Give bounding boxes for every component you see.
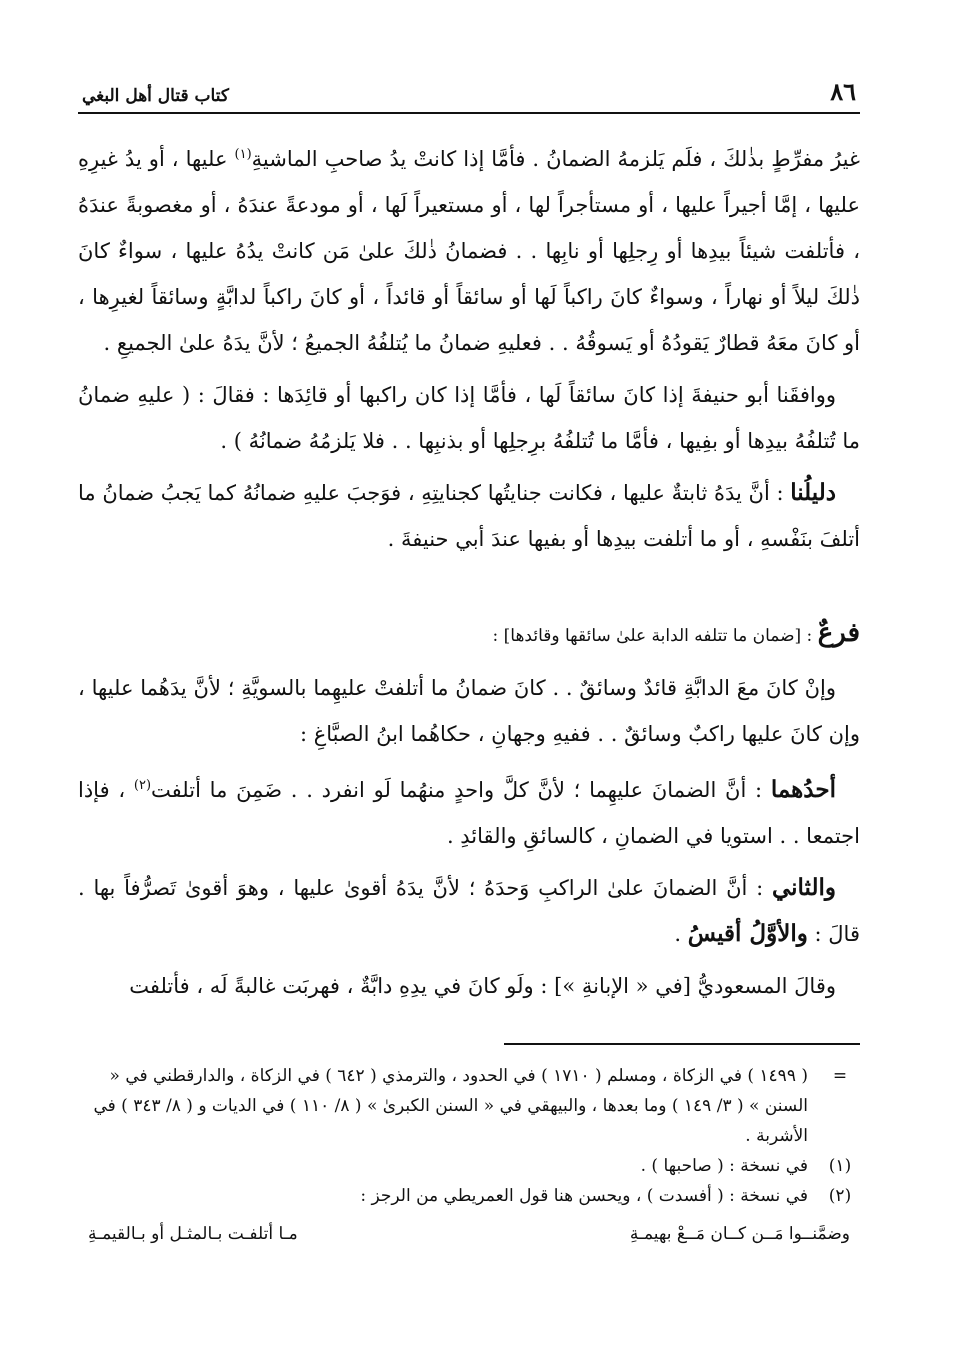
paragraph-3 bbox=[78, 470, 860, 562]
paragraph-1-text: غيرُ مفرِّطٍ بذٰلكَ ، فلَم يَلزمهُ الضمانُ . فأمَّا إذا كانتْ يدُ صاحبِ الماشيةِ bbox=[251, 147, 861, 171]
footnote-1-mark: (١) bbox=[828, 1156, 852, 1176]
branch-label: فرعٌ bbox=[817, 618, 860, 648]
footnote-separator bbox=[504, 1043, 860, 1045]
paragraph-7-bold: والأوَّلُ أقيسُ bbox=[687, 920, 808, 947]
page-number: ٨٦ bbox=[830, 77, 856, 106]
branch-title: : [ضمان ما تتلفه الدابة علىٰ سائقها وقائدها] : bbox=[492, 626, 818, 646]
footnote-continuation bbox=[78, 1061, 860, 1151]
footnote-2-text: في نسخة : ( أفسدت ) ، ويحسن هنا قول العمريطي من الرجز : bbox=[360, 1186, 808, 1206]
footnote-1 bbox=[78, 1151, 860, 1181]
paragraph-8: وقالَ المسعوديُّ [في « الإبانةِ »] : ولَو كانَ في يدِهِ دابَّةٌ ، فهربَت غالبةً لَه ، فأتلفت bbox=[129, 974, 836, 998]
paragraph-7-lead: والثاني bbox=[771, 874, 836, 901]
paragraph-3-lead: دليلُنا bbox=[790, 479, 836, 506]
paragraph-2: ووافقَنا أبو حنيفةَ إذا كانَ سائقاً لَها ، فأمَّا إذا كان راكبها أو قائِدَها : فقالَ : ( عليهِ ضمانُ ما تُتلفُهُ بيدِها أو بفِيها ، فأمَّا ما تُتلفُهُ برِجلِها أو بذنبِها . . فلا يَلزمُهُ ضمانُهُ ) . bbox=[78, 383, 860, 453]
paragraph-6-rest: ، فإذا اجتمعا . . استويا في الضمانِ ، كالسائقِ والقائدِ . bbox=[78, 778, 860, 848]
paragraph-3-text: : أنَّ يدَهُ ثابتةٌ عليها ، فكانت جنايتُها كجنايتِهِ ، فوَجبَ عليهِ ضمانُهُ كما يَجبُ ضمانُ ما أتلفَ بنَفْسهِ ، أو ما أتلفت بيدِها أو بفيها عندَ أبي حنيفةَ . bbox=[78, 481, 860, 551]
verse-first-half: وضمَّنــوا مَــن كــان مَــعْ بهيمـةِ bbox=[629, 1224, 850, 1244]
continuation-mark: = bbox=[832, 1066, 848, 1086]
footnotes bbox=[78, 1061, 860, 1251]
footnote-1-text: في نسخة : ( صاحبها ) . bbox=[640, 1156, 808, 1176]
footnote-2-mark: (٢) bbox=[828, 1186, 852, 1206]
page-header bbox=[78, 78, 860, 114]
page bbox=[78, 78, 860, 1251]
main-text bbox=[78, 132, 860, 1009]
running-title: كتاب قتال أهل البغي bbox=[82, 86, 229, 106]
verse bbox=[78, 1217, 860, 1251]
paragraph-1-rest: عليها ، أو يدُ غيرِهِ عليها ، إمَّا أجيراً عليها ، أو مستأجراً لها ، أو مستعيراً لَها ، أو مودعةً عندَهُ ، أو مغصوبةً عندَهُ ، فأتلفت شيئاً بيدِها أو رِجلِها أو نابِها . . فضمانُ ذٰلكَ علىٰ مَن كانتْ يدُهُ عليها ، سواءٌ كانَ ذٰلكَ ليلاً أو نهاراً ، وسواءٌ كانَ راكباً لَها أو سائقاً أو قائداً ، أو كانَ راكباً لدابَّةٍ وسائقاً لغيرِها ، أو كانَ معَهُ قطارٌ يَقودُهُ أو يَسوقُهُ . . فعليهِ ضمانُ ما يُتلفُهُ الجميعُ ؛ لأنَّ يدَهُ علىٰ الجميعِ . bbox=[78, 147, 860, 355]
footnote-2 bbox=[78, 1181, 860, 1211]
verse-second-half: مـا أتلفـت بـالمثـل أو بـالقيمـةِ bbox=[88, 1224, 298, 1244]
paragraph-7-text: : أنَّ الضمانَ علىٰ الراكبِ وَحدَهُ ؛ لأنَّ يدَهُ أقوىٰ عليها ، وهوَ أقوىٰ تَصرُّفاً بها . قالَ : bbox=[78, 876, 860, 946]
paragraph-5: وإنْ كانَ معَ الدابَّةِ قائدٌ وسائقٌ . . كانَ ضمانُ ما أتلفتْ عليهِما بالسويَّةِ ؛ لأنَّ يدَهُما عليها ، وإن كانَ عليها راكبٌ وسائقٌ . . ففيهِ وجهانِ ، حكاهُما ابنُ الصبَّاغِ : bbox=[78, 676, 860, 746]
paragraph-6-lead: أحدُهما bbox=[770, 776, 836, 803]
continuation-text: ( ١٤٩٩ ) في الزكاة ، ومسلم ( ١٧١٠ ) في الحدود ، والترمذي ( ٦٤٢ ) في الزكاة ، والدارقطني في « السنن » ( ٣/ ١٤٩ ) وما بعدها ، والبيهقي في « السنن الكبرىٰ » ( ٨/ ١١٠ ) في الديات و ( ٨/ ٣٤٣ ) في الأشربة . bbox=[93, 1066, 808, 1146]
branch-heading bbox=[78, 610, 860, 659]
paragraph-6-text: : أنَّ الضمانَ عليهِما ؛ لأنَّ كلَّ واحدٍ منهُما لَو انفرد . . ضَمِنَ ما أتلفت bbox=[151, 778, 771, 802]
paragraph-6 bbox=[78, 763, 860, 859]
paragraph-7-end: . bbox=[674, 922, 688, 946]
paragraph-1 bbox=[78, 132, 860, 366]
section-gap bbox=[78, 568, 860, 610]
footnote-ref-2: (٢) bbox=[133, 778, 152, 793]
paragraph-7 bbox=[78, 865, 860, 957]
footnote-ref-1: (١) bbox=[234, 147, 252, 162]
